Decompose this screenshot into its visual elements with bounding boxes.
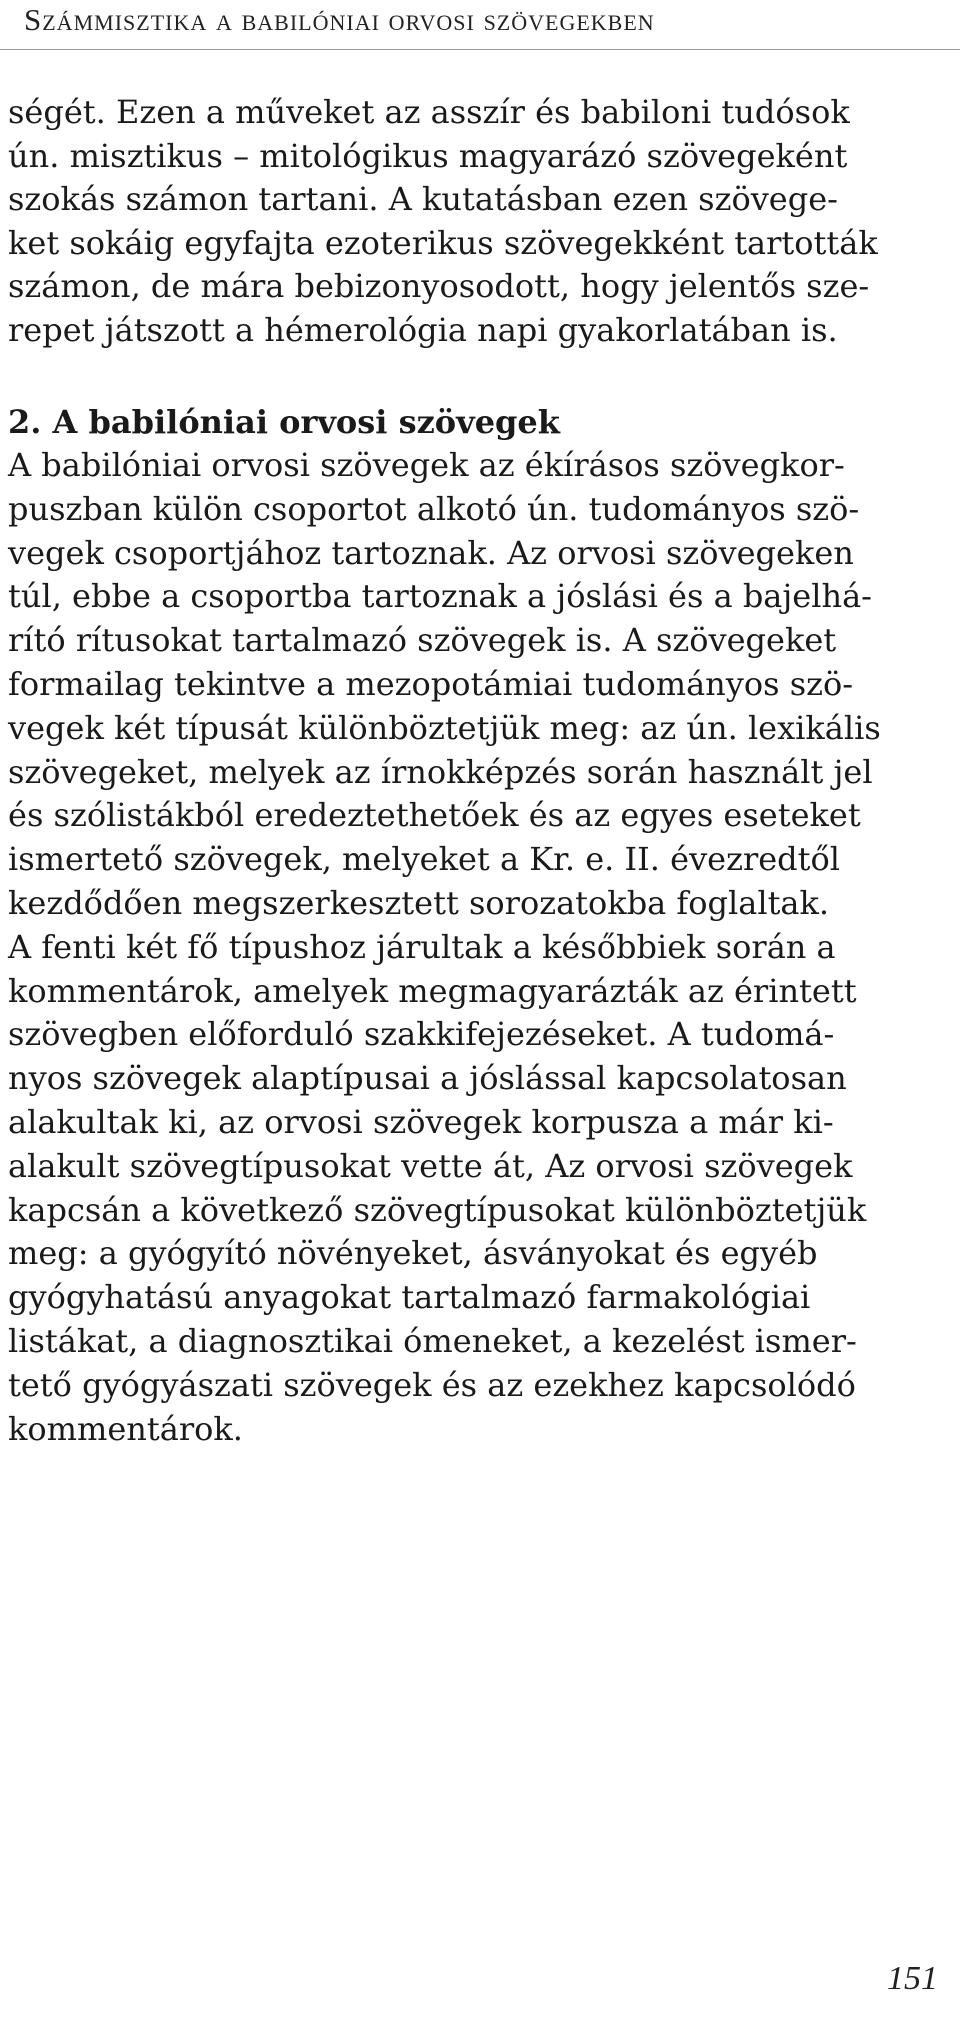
- text-line: A babilóniai orvosi szövegek az ékírásos szövegkor-: [8, 446, 845, 484]
- text-line: ismertető szövegek, melyeket a Kr. e. II. évezredtől: [8, 840, 841, 879]
- text-line: kommentárok.: [8, 1409, 243, 1448]
- text-line: listákat, a diagnosztikai ómeneket, a kezelést ismer-: [8, 1322, 857, 1360]
- text-line: és szólistákból eredeztethetőek és az egyes eseteket: [8, 796, 861, 835]
- running-head-title: Számmisztika a babilóniai orvosi szövegekben: [24, 2, 655, 37]
- text-line: alakult szövegtípusokat vette át, Az orvosi szövegek: [8, 1146, 853, 1185]
- text-line: túl, ebbe a csoportba tartoznak a jóslási és a bajelhá-: [8, 577, 872, 616]
- text-line: alakultak ki, az orvosi szövegek korpusza a már ki-: [8, 1103, 834, 1141]
- text-line: tető gyógyászati szövegek és az ezekhez kapcsolódó: [8, 1365, 856, 1404]
- text-line: rító rítusokat tartalmazó szövegek is. A szövegeket: [8, 621, 837, 660]
- text-line: nyos szövegek alaptípusai a jóslással kapcsolatosan: [8, 1059, 847, 1098]
- text-line: repet játszott a hémerológia napi gyakorlatában is.: [8, 311, 838, 349]
- text-line: gyógyhatású anyagokat tartalmazó farmakológiai: [8, 1278, 811, 1317]
- text-line: vegek csoportjához tartoznak. Az orvosi szövegeken: [8, 533, 854, 572]
- text-line: kapcsán a következő szövegtípusokat különböztetjük: [8, 1190, 867, 1229]
- page-number: 151: [887, 1960, 938, 1997]
- text-line: kezdődően megszerkesztett sorozatokba foglaltak.: [8, 884, 830, 922]
- section-heading: 2. A babilóniai orvosi szövegek: [8, 403, 560, 441]
- text-line: szövegeket, melyek az írnokképzés során használt jel: [8, 752, 873, 791]
- text-line: ún. misztikus – mitológikus magyarázó szövegeként: [8, 136, 848, 175]
- text-line: kommentárok, amelyek megmagyarázták az érintett: [8, 971, 857, 1010]
- text-line: ket sokáig egyfajta ezoterikus szövegekként tartották: [8, 223, 878, 262]
- text-line: puszban külön csoportot alkotó ún. tudományos szö-: [8, 489, 860, 528]
- text-line: szokás számon tartani. A kutatásban ezen szövege-: [8, 180, 838, 219]
- text-line: szövegben előforduló szakkifejezéseket. A tudomá-: [8, 1015, 835, 1054]
- text-line: formailag tekintve a mezopotámiai tudományos szö-: [8, 665, 854, 703]
- text-line: A fenti két fő típushoz járultak a későbbiek során a: [8, 927, 836, 966]
- running-head: [0, 0, 960, 50]
- text-line: számon, de mára bebizonyosodott, hogy jelentős sze-: [8, 267, 870, 306]
- text-line: ségét. Ezen a műveket az asszír és babiloni tudósok: [8, 93, 850, 131]
- text-line: meg: a gyógyító növényeket, ásványokat és egyéb: [8, 1234, 818, 1273]
- text-line: vegek két típusát különböztetjük meg: az ún. lexikális: [8, 708, 881, 747]
